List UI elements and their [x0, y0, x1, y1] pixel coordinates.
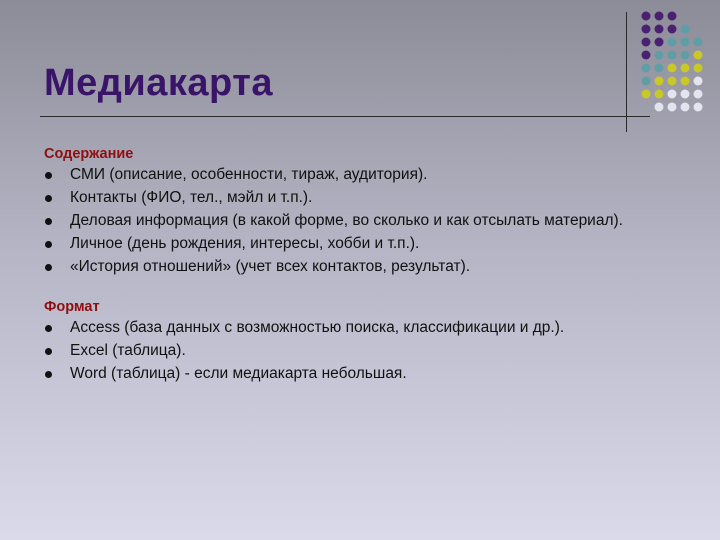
- decorative-dot: [655, 51, 664, 60]
- decorative-dot: [642, 38, 651, 47]
- bullet-icon: [45, 264, 52, 271]
- list-item-text: СМИ (описание, особенности, тираж, аудитория).: [70, 166, 428, 183]
- bullet-icon: [45, 325, 52, 332]
- section-heading-contents: Содержание: [44, 146, 134, 162]
- decorative-dot: [668, 12, 677, 21]
- decorative-dot: [655, 90, 664, 99]
- decorative-dot: [694, 90, 703, 99]
- title-divider: [40, 116, 650, 117]
- list-item: [44, 189, 694, 207]
- decorative-dot: [642, 51, 651, 60]
- list-item-text: Excel (таблица).: [70, 342, 186, 359]
- decorative-dot: [668, 64, 677, 73]
- decorative-dot: [668, 38, 677, 47]
- decorative-dot: [668, 103, 677, 112]
- decorative-dot: [642, 90, 651, 99]
- decorative-dot: [681, 64, 690, 73]
- list-item: [44, 235, 694, 253]
- decorative-dot: [655, 25, 664, 34]
- list-item: [44, 365, 694, 383]
- decorative-dot: [668, 25, 677, 34]
- slide-content: [44, 146, 694, 388]
- decorative-dot: [681, 38, 690, 47]
- list-item-text: «История отношений» (учет всех контактов, результат).: [70, 258, 471, 275]
- decorative-dot: [642, 77, 651, 86]
- slide-title: Медиакарта: [44, 62, 274, 104]
- decorative-dot: [681, 51, 690, 60]
- contents-list: [44, 166, 694, 276]
- decorative-dot: [681, 25, 690, 34]
- list-item-text: Личное (день рождения, интересы, хобби и т.п.).: [70, 235, 420, 252]
- decorative-dot: [642, 25, 651, 34]
- decorative-dot: [681, 77, 690, 86]
- decorative-dot: [655, 38, 664, 47]
- list-item: [44, 212, 694, 230]
- decorative-dot: [681, 103, 690, 112]
- list-item: [44, 166, 694, 184]
- decorative-dot: [655, 77, 664, 86]
- list-item-text: Контакты (ФИО, тел., мэйл и т.п.).: [70, 189, 313, 206]
- list-item: [44, 342, 694, 360]
- decorative-dot: [655, 64, 664, 73]
- decorative-dot: [668, 51, 677, 60]
- bullet-icon: [45, 371, 52, 378]
- list-item: [44, 258, 694, 276]
- section-spacer: [44, 281, 694, 299]
- decorative-dot: [642, 64, 651, 73]
- bullet-icon: [45, 348, 52, 355]
- decorative-dot: [655, 103, 664, 112]
- decorative-dot: [642, 12, 651, 21]
- decorative-dot: [668, 77, 677, 86]
- bullet-icon: [45, 172, 52, 179]
- decorative-dot: [694, 77, 703, 86]
- list-item-text: Word (таблица) - если медиакарта небольшая.: [70, 365, 407, 382]
- list-item-text: Access (база данных с возможностью поиска, классификации и др.).: [70, 319, 565, 336]
- bullet-icon: [45, 218, 52, 225]
- bullet-icon: [45, 195, 52, 202]
- decorative-dot: [681, 90, 690, 99]
- format-list: [44, 319, 694, 383]
- decorative-dot: [694, 64, 703, 73]
- list-item-text: Деловая информация (в какой форме, во сколько и как отсылать материал).: [70, 212, 623, 229]
- list-item: [44, 319, 694, 337]
- section-heading-format: Формат: [44, 299, 100, 315]
- decorative-dot: [655, 12, 664, 21]
- decorative-dot: [694, 51, 703, 60]
- decorative-dot: [668, 90, 677, 99]
- decorative-dot: [694, 103, 703, 112]
- decorative-dot: [694, 38, 703, 47]
- bullet-icon: [45, 241, 52, 248]
- vertical-divider: [626, 12, 627, 132]
